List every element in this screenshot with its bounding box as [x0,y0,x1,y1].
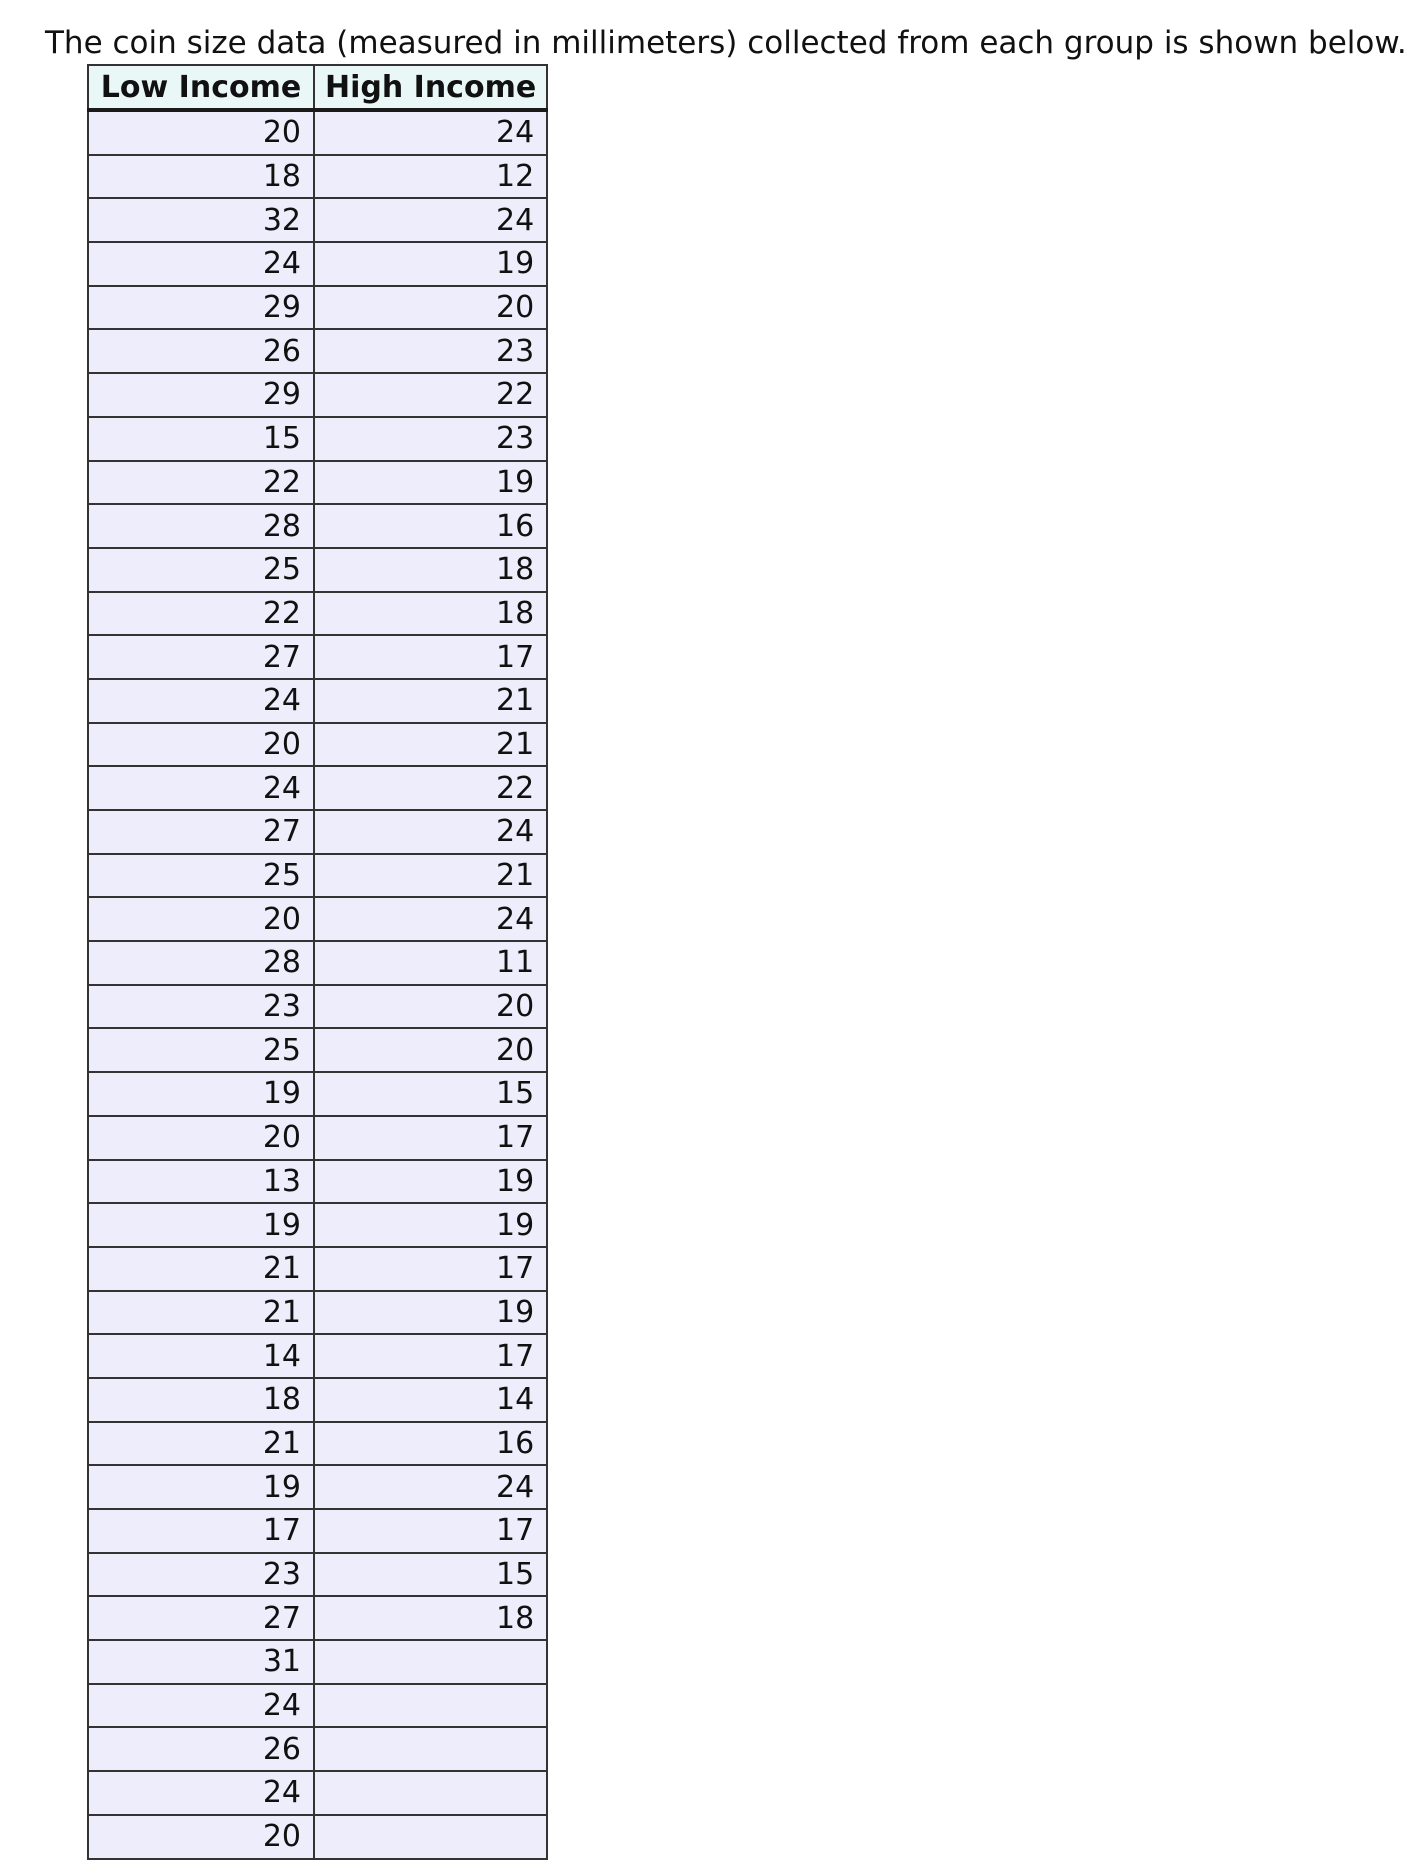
low-income-cell: 23 [88,1553,314,1597]
low-income-cell: 25 [88,548,314,592]
low-income-cell: 29 [88,373,314,417]
table-row [88,417,547,461]
low-income-cell: 24 [88,766,314,810]
high-income-cell: 20 [314,1028,547,1072]
table-row [88,1771,547,1815]
intro-text: The coin size data (measured in millimeters) collected from each group is shown below. [45,25,1407,61]
low-income-cell: 25 [88,1028,314,1072]
high-income-cell: 23 [314,417,547,461]
low-income-cell: 29 [88,286,314,330]
high-income-cell [314,1640,547,1684]
high-income-cell: 18 [314,548,547,592]
coin-size-table [87,64,548,1860]
table-row [88,110,547,155]
table-row [88,723,547,767]
table-row [88,1203,547,1247]
table-row [88,1028,547,1072]
table-row [88,1378,547,1422]
high-income-cell: 20 [314,286,547,330]
header-high-income: High Income [314,65,547,110]
low-income-cell: 20 [88,723,314,767]
low-income-cell: 26 [88,329,314,373]
table-row [88,286,547,330]
high-income-cell: 12 [314,155,547,199]
table-row [88,635,547,679]
high-income-cell: 15 [314,1553,547,1597]
high-income-cell: 18 [314,592,547,636]
table-row [88,1684,547,1728]
high-income-cell: 19 [314,1291,547,1335]
table-row [88,1247,547,1291]
table-row [88,810,547,854]
table-row [88,373,547,417]
high-income-cell [314,1815,547,1859]
table-row [88,329,547,373]
table-row [88,1727,547,1771]
table-row [88,1291,547,1335]
low-income-cell: 20 [88,897,314,941]
low-income-cell: 15 [88,417,314,461]
high-income-cell [314,1771,547,1815]
table-row [88,897,547,941]
table-row [88,1596,547,1640]
table-row [88,1160,547,1204]
high-income-cell: 19 [314,242,547,286]
table-row [88,242,547,286]
low-income-cell: 21 [88,1422,314,1466]
table-row [88,1116,547,1160]
low-income-cell: 19 [88,1072,314,1116]
high-income-cell: 24 [314,198,547,242]
table-row [88,854,547,898]
high-income-cell: 17 [314,635,547,679]
high-income-cell: 17 [314,1116,547,1160]
table-row [88,1553,547,1597]
low-income-cell: 18 [88,1378,314,1422]
table-row [88,1465,547,1509]
high-income-cell: 19 [314,461,547,505]
low-income-cell: 25 [88,854,314,898]
low-income-cell: 24 [88,1684,314,1728]
table-row [88,461,547,505]
low-income-cell: 27 [88,1596,314,1640]
high-income-cell: 24 [314,897,547,941]
low-income-cell: 26 [88,1727,314,1771]
low-income-cell: 31 [88,1640,314,1684]
high-income-cell: 22 [314,373,547,417]
high-income-cell [314,1684,547,1728]
table-row [88,1509,547,1553]
table-row [88,198,547,242]
table-row [88,679,547,723]
low-income-cell: 22 [88,592,314,636]
table-row [88,1072,547,1116]
high-income-cell: 19 [314,1160,547,1204]
high-income-cell [314,1727,547,1771]
high-income-cell: 17 [314,1509,547,1553]
high-income-cell: 17 [314,1334,547,1378]
low-income-cell: 27 [88,810,314,854]
low-income-cell: 28 [88,941,314,985]
high-income-cell: 18 [314,1596,547,1640]
low-income-cell: 28 [88,504,314,548]
high-income-cell: 21 [314,679,547,723]
table-row [88,155,547,199]
high-income-cell: 21 [314,723,547,767]
low-income-cell: 18 [88,155,314,199]
low-income-cell: 21 [88,1247,314,1291]
high-income-cell: 16 [314,1422,547,1466]
low-income-cell: 24 [88,679,314,723]
low-income-cell: 21 [88,1291,314,1335]
low-income-cell: 22 [88,461,314,505]
table-row [88,548,547,592]
table-row [88,1422,547,1466]
header-row [88,65,547,110]
high-income-cell: 21 [314,854,547,898]
low-income-cell: 24 [88,1771,314,1815]
table-row [88,1815,547,1859]
table-row [88,1640,547,1684]
high-income-cell: 24 [314,810,547,854]
low-income-cell: 20 [88,1116,314,1160]
table-row [88,766,547,810]
high-income-cell: 14 [314,1378,547,1422]
high-income-cell: 20 [314,985,547,1029]
low-income-cell: 13 [88,1160,314,1204]
low-income-cell: 27 [88,635,314,679]
high-income-cell: 19 [314,1203,547,1247]
low-income-cell: 20 [88,110,314,155]
high-income-cell: 16 [314,504,547,548]
table-row [88,941,547,985]
low-income-cell: 14 [88,1334,314,1378]
high-income-cell: 17 [314,1247,547,1291]
high-income-cell: 11 [314,941,547,985]
low-income-cell: 17 [88,1509,314,1553]
table-body [88,110,547,1859]
table-row [88,985,547,1029]
high-income-cell: 15 [314,1072,547,1116]
low-income-cell: 24 [88,242,314,286]
low-income-cell: 23 [88,985,314,1029]
low-income-cell: 19 [88,1203,314,1247]
table-row [88,592,547,636]
low-income-cell: 32 [88,198,314,242]
high-income-cell: 24 [314,1465,547,1509]
high-income-cell: 24 [314,110,547,155]
low-income-cell: 20 [88,1815,314,1859]
high-income-cell: 23 [314,329,547,373]
header-low-income: Low Income [88,65,314,110]
table-row [88,504,547,548]
table-row [88,1334,547,1378]
high-income-cell: 22 [314,766,547,810]
low-income-cell: 19 [88,1465,314,1509]
